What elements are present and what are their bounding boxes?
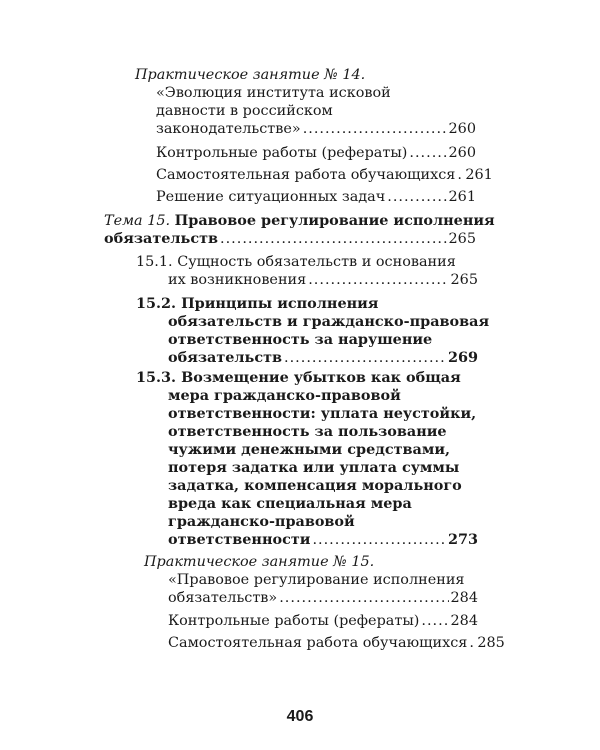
entry-page: 260 xyxy=(448,145,476,161)
practice-14-title-line: давности в российском xyxy=(156,103,333,119)
entry-text: их возникновения xyxy=(168,272,307,288)
leader-dots xyxy=(308,271,448,289)
entry-text: обязательств» xyxy=(168,590,278,606)
leader-dots xyxy=(303,120,447,138)
practice-14-title-entry xyxy=(156,120,476,138)
entry-page: 260 xyxy=(448,121,476,137)
topic-15-entry xyxy=(104,230,476,248)
entry-page: 265 xyxy=(448,231,476,247)
practice-15-title-entry xyxy=(168,589,478,607)
entry-text: Решение ситуационных задач xyxy=(156,189,386,205)
section-15-3-entry xyxy=(168,531,478,549)
leader-dots xyxy=(421,612,448,630)
practice-15-label: Практическое занятие № 15. xyxy=(144,554,375,570)
leader-dots xyxy=(220,230,447,248)
page-number: 406 xyxy=(286,708,314,725)
entry-text: ответственности xyxy=(168,531,311,548)
leader-dots xyxy=(387,188,446,206)
leader-dots xyxy=(457,166,463,184)
toc-entry xyxy=(156,144,476,162)
section-15-2-line: обязательств и гражданско-правовая xyxy=(168,313,490,330)
entry-page: 285 xyxy=(477,635,505,651)
toc-entry xyxy=(168,634,505,652)
leader-dots xyxy=(409,144,446,162)
section-15-2-entry xyxy=(168,349,478,367)
section-15-3-line: ответственность за пользование xyxy=(168,423,447,440)
entry-text: Самостоятельная работа обучающихся xyxy=(168,635,468,651)
entry-text: обязательств xyxy=(104,230,219,247)
section-15-2-line: ответственность за нарушение xyxy=(168,331,433,348)
practice-14-label: Практическое занятие № 14. xyxy=(135,67,366,83)
leader-dots xyxy=(279,589,448,607)
section-15-3-line: мера гражданско-правовой xyxy=(168,387,401,404)
entry-page: 261 xyxy=(448,189,476,205)
section-15-3-line: 15.3. Возмещение убытков как общая xyxy=(136,369,461,386)
leader-dots xyxy=(469,634,475,652)
entry-page: 269 xyxy=(447,349,478,366)
entry-text: Самостоятельная работа обучающихся xyxy=(156,167,456,183)
toc-entry xyxy=(168,612,478,630)
entry-text: обязательств xyxy=(168,349,283,366)
section-15-1-entry xyxy=(168,271,478,289)
practice-14-title-line: «Эволюция института исковой xyxy=(156,85,391,101)
toc-entry xyxy=(156,166,493,184)
entry-page: 273 xyxy=(447,531,478,548)
section-15-3-line: гражданско-правовой xyxy=(168,513,355,530)
section-15-3-line: ответственности: уплата неустойки, xyxy=(168,405,477,422)
entry-page: 284 xyxy=(450,590,478,606)
leader-dots xyxy=(312,531,446,549)
section-15-3-line: чужими денежными средствами, xyxy=(168,441,451,458)
entry-text: Контрольные работы (рефераты) xyxy=(168,613,420,629)
entry-text: Контрольные работы (рефераты) xyxy=(156,145,408,161)
section-15-3-line: задатка, компенсация морального xyxy=(168,477,462,494)
entry-page: 284 xyxy=(450,613,478,629)
toc-entry xyxy=(156,188,476,206)
topic-15-prefix: Тема 15. xyxy=(104,213,171,229)
leader-dots xyxy=(284,349,446,367)
section-15-1-line: 15.1. Сущность обязательств и основания xyxy=(136,254,456,270)
practice-15-title-line: «Правовое регулирование исполнения xyxy=(168,572,465,588)
topic-15-heading xyxy=(104,212,495,230)
entry-page: 265 xyxy=(450,272,478,288)
topic-15-title: Правовое регулирование исполнения xyxy=(174,212,495,229)
section-15-2-line: 15.2. Принципы исполнения xyxy=(136,295,379,312)
section-15-3-line: потеря задатка или уплата суммы xyxy=(168,459,460,476)
entry-page: 261 xyxy=(465,167,493,183)
entry-text: законодательстве» xyxy=(156,121,301,137)
section-15-3-line: вреда как специальная мера xyxy=(168,495,412,512)
